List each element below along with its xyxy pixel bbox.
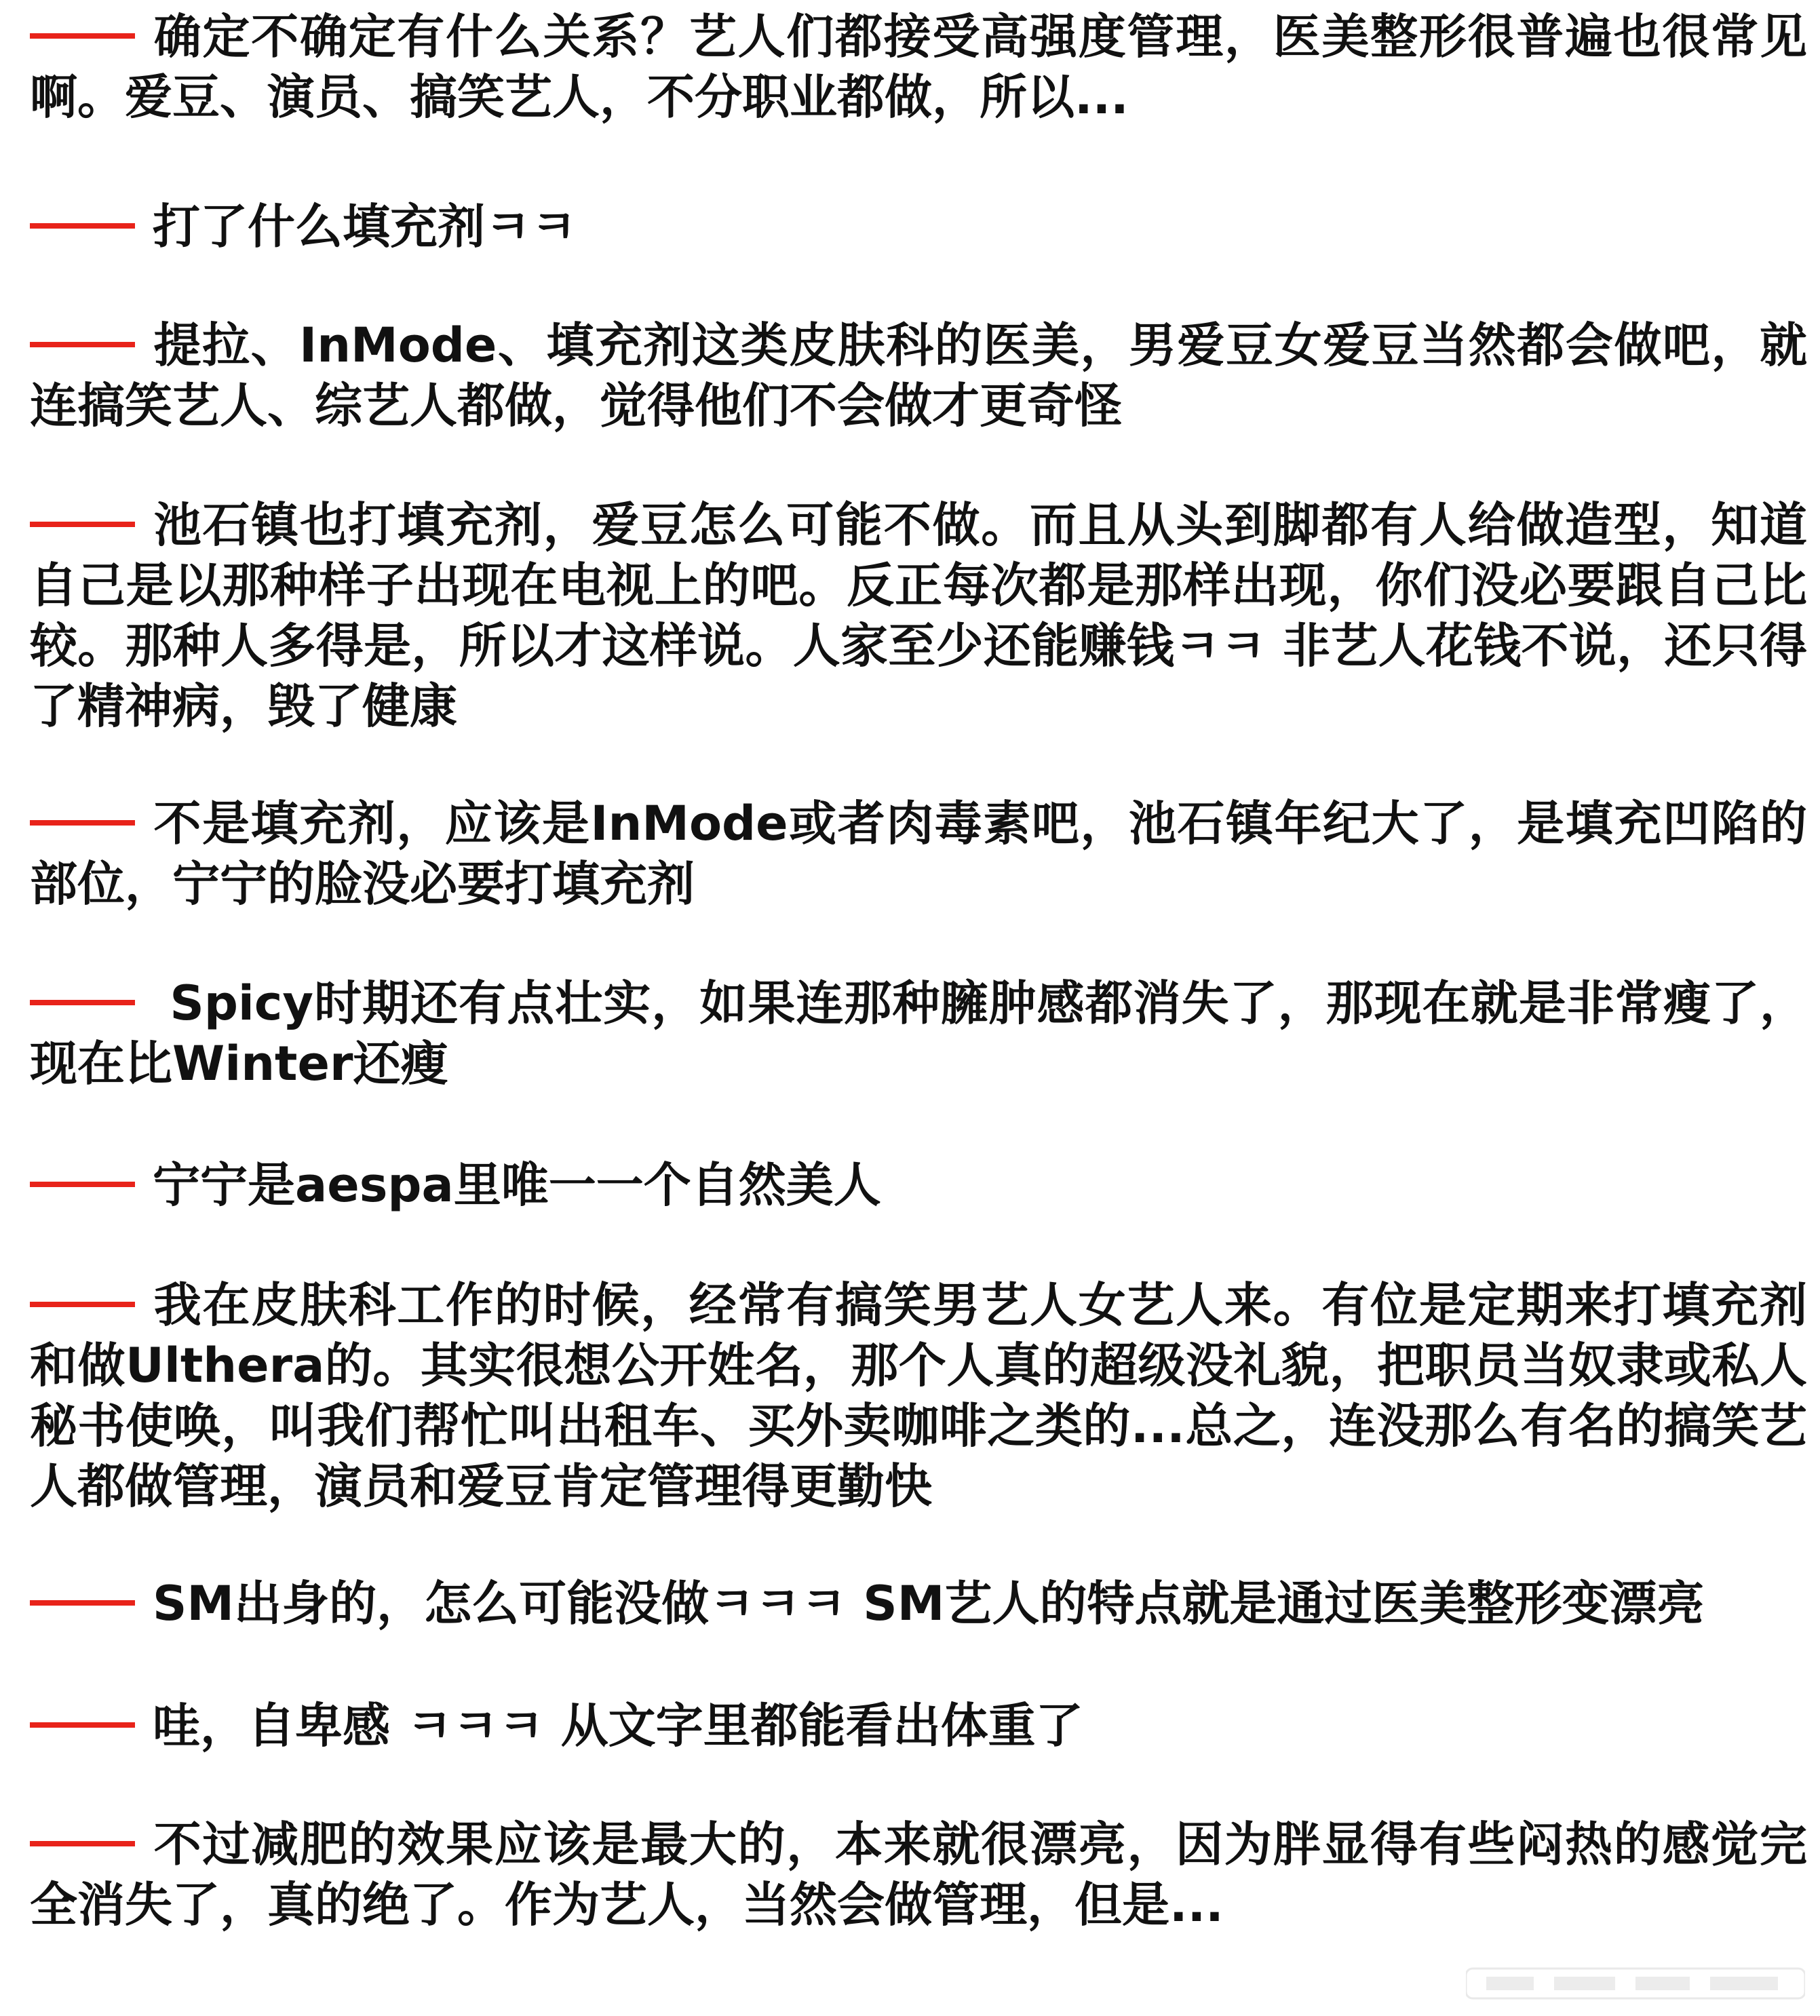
- comment-text: 池石镇也打填充剂，爱豆怎么可能不做。而且从头到脚都有人给做造型，知道自己是以那种样子出现在电视上的吧。反正每次都是那样出现，你们没必要跟自己比较。那种人多得是，所以才这样说。人家至少还能赚钱ㅋㅋ 非艺人花钱不说，还只得了精神病，毁了健康: [30, 497, 1807, 734]
- comment-3: [30, 315, 1807, 436]
- comment-text: 我在皮肤科工作的时候，经常有搞笑男艺人女艺人来。有位是定期来打填充剂和做Ulthera的。其实很想公开姓名，那个人真的超级没礼貌，把职员当奴隶或私人秘书使唤，叫我们帮忙叫出租车、买外卖咖啡之类的...总之，连没那么有名的搞笑艺人都做管理，演员和爱豆肯定管理得更勤快: [30, 1277, 1807, 1514]
- red-dash-icon: [30, 1722, 135, 1728]
- comment-text: 提拉、InMode、填充剂这类皮肤科的医美，男爱豆女爱豆当然都会做吧，就连搞笑艺人、综艺人都做，觉得他们不会做才更奇怪: [30, 317, 1807, 433]
- red-dash-icon: [30, 522, 135, 527]
- comment-11: [30, 1815, 1807, 1935]
- comment-2: [30, 197, 1807, 257]
- comment-4: [30, 495, 1807, 737]
- comment-text: 不是填充剂，应该是InMode或者肉毒素吧，池石镇年纪大了，是填充凹陷的部位，宁宁的脸没必要打填充剂: [30, 796, 1807, 912]
- red-dash-icon: [30, 820, 135, 826]
- watermark-logo-icon: [1466, 1963, 1805, 2004]
- comment-1: [30, 7, 1807, 128]
- red-dash-icon: [30, 1600, 135, 1606]
- red-dash-icon: [30, 1182, 135, 1187]
- comment-7: [30, 1155, 1807, 1216]
- red-dash-icon: [30, 1302, 135, 1307]
- red-dash-icon: [30, 223, 135, 229]
- comment-text: 哇，自卑感 ㅋㅋㅋ 从文字里都能看出体重了: [153, 1698, 1083, 1753]
- red-dash-icon: [30, 33, 135, 39]
- comment-text: 不过减肥的效果应该是最大的，本来就很漂亮，因为胖显得有些闷热的感觉完全消失了，真的绝了。作为艺人，当然会做管理，但是...: [30, 1817, 1807, 1933]
- comment-text: 宁宁是aespa里唯一一个自然美人: [153, 1157, 881, 1213]
- comment-5: [30, 794, 1807, 914]
- comment-8: [30, 1275, 1807, 1517]
- comment-6: [30, 973, 1807, 1094]
- comment-text: 确定不确定有什么关系？艺人们都接受高强度管理，医美整形很普遍也很常见啊。爱豆、演员、搞笑艺人，不分职业都做，所以...: [30, 9, 1807, 125]
- comment-text: SM出身的，怎么可能没做ㅋㅋㅋ SM艺人的特点就是通过医美整形变漂亮: [153, 1576, 1705, 1631]
- red-dash-icon: [30, 342, 135, 347]
- red-dash-icon: [30, 1000, 135, 1005]
- comment-text: Spicy时期还有点壮实，如果连那种臃肿感都消失了，那现在就是非常瘦了，现在比Winter还瘦: [30, 975, 1807, 1091]
- comment-9: [30, 1574, 1807, 1634]
- comment-text: 打了什么填充剂ㅋㅋ: [153, 199, 577, 254]
- red-dash-icon: [30, 1841, 135, 1846]
- comment-10: [30, 1696, 1807, 1756]
